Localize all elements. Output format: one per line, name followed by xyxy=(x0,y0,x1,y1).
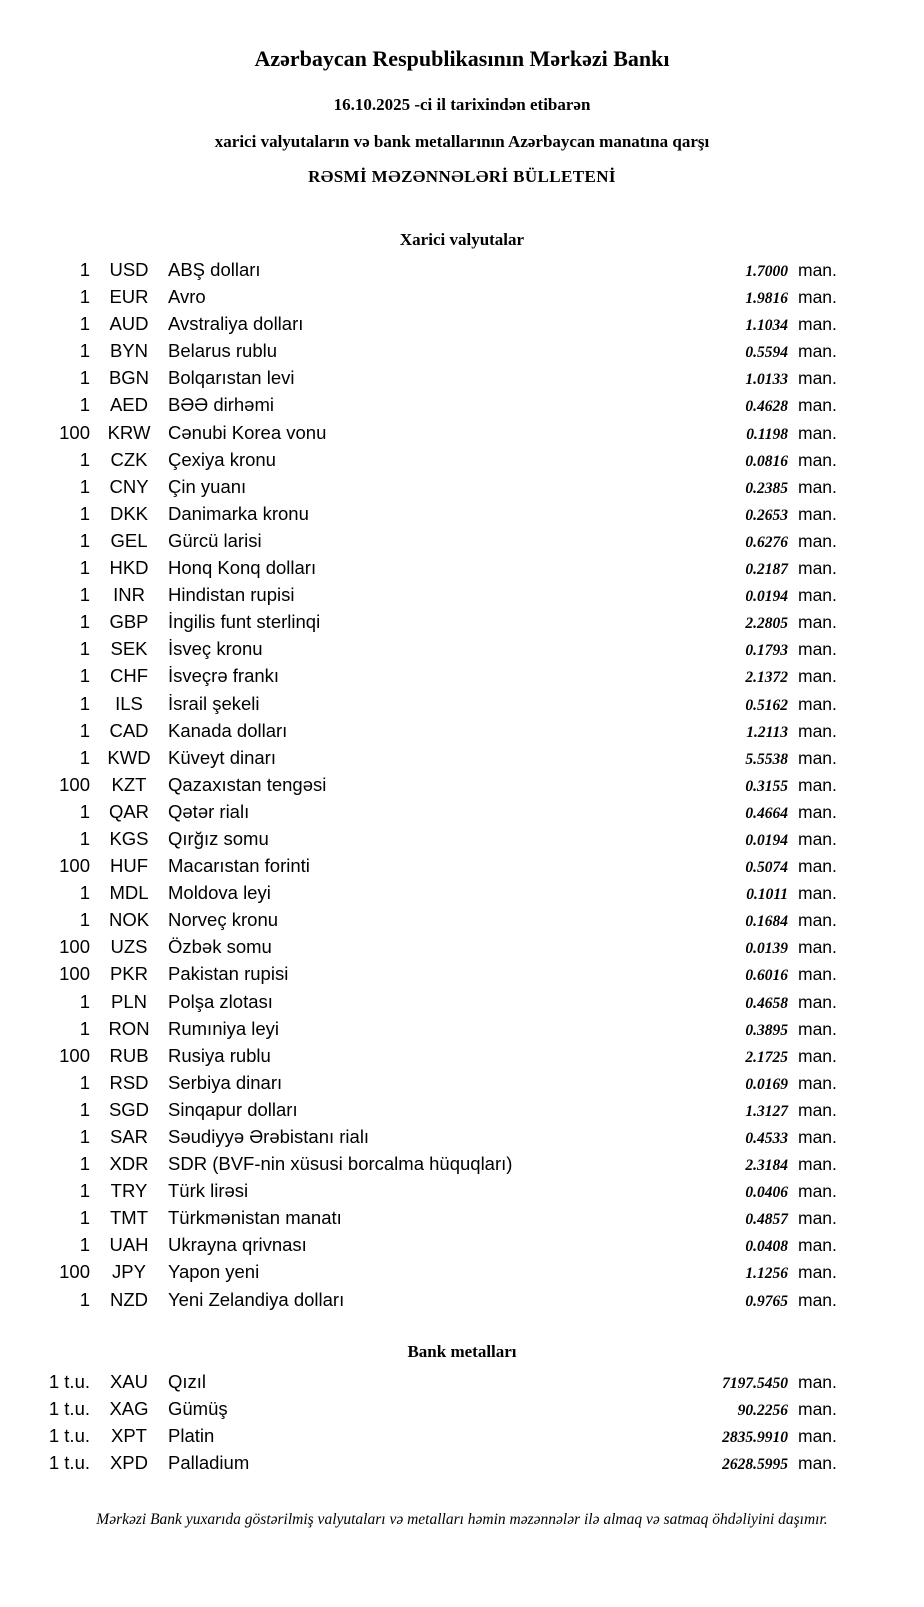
currency-row xyxy=(0,1180,924,1207)
rate-value: 0.0139 xyxy=(745,940,788,958)
currency-code: HKD xyxy=(109,557,149,579)
rate-value: 0.6276 xyxy=(745,533,788,551)
currency-code: BYN xyxy=(109,340,149,362)
currency-row xyxy=(0,340,924,367)
rate-unit: man. xyxy=(798,1181,837,1202)
rate-value: 0.4857 xyxy=(745,1211,788,1229)
quantity: 1 xyxy=(79,882,90,904)
metals-section-title: Bank metalları xyxy=(407,1341,517,1361)
rate-value: 1.9816 xyxy=(745,290,788,308)
currency-row xyxy=(0,855,924,882)
rate-unit: man. xyxy=(798,449,837,470)
rate-value: 1.3127 xyxy=(745,1102,788,1120)
quantity: 1 xyxy=(79,827,90,849)
currency-code: EUR xyxy=(109,286,149,308)
currency-name: ABŞ dolları xyxy=(168,259,261,280)
rate-value: 0.2653 xyxy=(745,506,788,524)
quantity: 100 xyxy=(59,963,90,985)
quantity: 1 xyxy=(79,990,90,1012)
quantity: 100 xyxy=(59,855,90,877)
rate-value: 0.0816 xyxy=(745,452,788,470)
currency-row xyxy=(0,774,924,801)
rate-value: 0.2385 xyxy=(745,479,788,497)
currency-name: İngilis funt sterlinqi xyxy=(168,611,321,633)
rate-unit: man. xyxy=(798,585,837,606)
currency-row xyxy=(0,1234,924,1261)
currency-code: ILS xyxy=(115,692,143,714)
currency-name: Çexiya kronu xyxy=(168,448,276,470)
currency-row xyxy=(0,1072,924,1099)
rate-value: 0.4533 xyxy=(745,1130,788,1147)
rate-unit: man. xyxy=(798,1208,837,1229)
rate-value: 1.0133 xyxy=(745,371,788,389)
currency-row xyxy=(0,1099,924,1126)
currency-code: TRY xyxy=(110,1180,148,1202)
quantity: 1 xyxy=(79,286,90,308)
rate-unit: man. xyxy=(798,341,837,362)
rate-value: 0.4658 xyxy=(745,994,788,1012)
currency-row xyxy=(0,1045,924,1072)
currency-name: Cənubi Korea vonu xyxy=(168,421,327,443)
rate-unit: man. xyxy=(798,1398,837,1419)
rate-value: 0.1793 xyxy=(745,642,788,660)
currency-row xyxy=(0,1207,924,1234)
rate-value: 1.7000 xyxy=(745,263,788,280)
rate-value: 2.1372 xyxy=(745,669,788,687)
quantity: 1 xyxy=(79,611,90,633)
currency-code: BGN xyxy=(108,367,150,389)
quantity: 1 xyxy=(79,529,90,551)
rate-unit: man. xyxy=(798,476,837,497)
currency-code: PLN xyxy=(111,990,147,1012)
rate-value: 2.1725 xyxy=(745,1048,788,1066)
currency-code: CHF xyxy=(109,665,149,687)
quantity: 1 xyxy=(79,259,90,280)
currency-code: INR xyxy=(113,584,145,606)
currency-name: Səudiyyə Ərəbistanı rialı xyxy=(168,1126,370,1147)
rate-unit: man. xyxy=(798,937,837,958)
currency-row xyxy=(0,530,924,557)
quantity: 100 xyxy=(59,1044,90,1066)
quantity: 1 xyxy=(79,1126,90,1147)
subject-line: xarici valyutaların və bank metallarının Azərbaycan manatına qarşı xyxy=(214,132,710,151)
currency-row xyxy=(0,936,924,963)
currency-code: NOK xyxy=(108,909,150,931)
currency-code: GEL xyxy=(110,529,148,551)
currency-name: Qazaxıstan tengəsi xyxy=(168,773,327,795)
rate-value: 0.5594 xyxy=(745,344,788,362)
currency-name: Gümüş xyxy=(168,1397,228,1419)
quantity: 1 xyxy=(79,1098,90,1120)
currency-row xyxy=(0,584,924,611)
currency-code: SAR xyxy=(109,1126,149,1147)
currency-name: Özbək somu xyxy=(168,936,272,958)
rate-unit: man. xyxy=(798,503,837,524)
currency-row xyxy=(0,665,924,692)
currency-code: KGS xyxy=(109,827,149,849)
currency-name: Yapon yeni xyxy=(168,1261,260,1283)
rate-value: 0.1198 xyxy=(746,425,788,443)
rate-unit: man. xyxy=(798,1018,837,1039)
currency-name: Sinqapur dolları xyxy=(168,1098,298,1120)
quantity: 1 xyxy=(79,448,90,470)
currencies-rows xyxy=(0,259,924,1316)
currencies-section-title: Xarici valyutalar xyxy=(399,230,525,249)
rate-unit: man. xyxy=(798,1235,837,1256)
rate-unit: man. xyxy=(798,1289,837,1310)
rate-unit: man. xyxy=(798,314,837,335)
currency-code: KWD xyxy=(107,746,151,768)
quantity: 1 xyxy=(79,692,90,714)
metals-rows xyxy=(0,1371,924,1479)
disclaimer-text: Mərkəzi Bank yuxarıda göstərilmiş valyutaları və metalları həmin məzənnələr ilə almaq və satmaq öhdəliyini daşımır. xyxy=(96,1511,828,1528)
currency-name: Macarıstan forinti xyxy=(168,855,310,877)
rate-value: 0.6016 xyxy=(745,967,788,985)
currency-row xyxy=(0,882,924,909)
currency-name: SDR (BVF-nin xüsusi borcalma hüquqları) xyxy=(168,1153,513,1175)
quantity: 100 xyxy=(59,936,90,958)
currency-row xyxy=(0,1018,924,1045)
rate-unit: man. xyxy=(798,1154,837,1175)
rate-unit: man. xyxy=(798,1425,837,1446)
currency-name: BƏƏ dirhəmi xyxy=(168,394,274,416)
currency-name: Yeni Zelandiya dolları xyxy=(168,1288,345,1310)
rate-value: 1.1034 xyxy=(745,317,788,335)
rate-value: 7197.5450 xyxy=(722,1374,788,1392)
metal-row xyxy=(0,1425,924,1452)
currency-name: Qırğız somu xyxy=(168,827,269,849)
currency-row xyxy=(0,422,924,449)
currency-code: UAH xyxy=(109,1234,149,1256)
currency-name: Avstraliya dolları xyxy=(168,313,304,335)
currency-row xyxy=(0,720,924,747)
rate-value: 0.0194 xyxy=(745,588,788,606)
currency-row xyxy=(0,259,924,286)
currency-name: Türkmənistan manatı xyxy=(168,1207,342,1229)
currency-code: XDR xyxy=(109,1153,149,1175)
currency-code: KZT xyxy=(111,773,147,795)
rate-value: 0.1011 xyxy=(746,886,788,904)
metal-row xyxy=(0,1371,924,1398)
currency-code: NZD xyxy=(109,1288,149,1310)
rate-unit: man. xyxy=(798,747,837,768)
currency-name: Platin xyxy=(168,1424,215,1446)
quantity: 1 t.u. xyxy=(48,1397,90,1419)
currency-row xyxy=(0,394,924,421)
quantity: 1 t.u. xyxy=(48,1451,90,1473)
currency-code: PKR xyxy=(109,963,149,985)
currency-code: USD xyxy=(109,259,149,280)
currency-row xyxy=(0,503,924,530)
currency-code: JPY xyxy=(112,1261,146,1283)
quantity: 100 xyxy=(59,773,90,795)
currency-name: İsveçrə frankı xyxy=(168,665,280,687)
rate-unit: man. xyxy=(798,422,837,443)
quantity: 1 xyxy=(79,1234,90,1256)
currency-row xyxy=(0,747,924,774)
rate-value: 0.0408 xyxy=(745,1238,788,1256)
currency-code: AUD xyxy=(109,313,149,335)
currency-code: KRW xyxy=(107,421,151,443)
rate-unit: man. xyxy=(798,774,837,795)
rate-value: 0.1684 xyxy=(745,913,788,931)
rate-value: 1.2113 xyxy=(746,723,788,741)
currency-name: Türk lirəsi xyxy=(168,1180,249,1202)
currency-name: Pakistan rupisi xyxy=(168,963,289,985)
bank-title: Azərbaycan Respublikasının Mərkəzi Bankı xyxy=(254,46,670,71)
quantity: 1 t.u. xyxy=(48,1424,90,1446)
rate-value: 0.3155 xyxy=(745,777,788,795)
currency-row xyxy=(0,1289,924,1316)
currency-code: AED xyxy=(109,394,149,416)
currency-name: Rumıniya leyi xyxy=(168,1017,280,1039)
quantity: 1 xyxy=(79,313,90,335)
currency-code: XAU xyxy=(109,1370,149,1392)
currency-name: Gürcü larisi xyxy=(168,529,262,551)
currency-code: XPD xyxy=(109,1451,149,1473)
currency-row xyxy=(0,449,924,476)
quantity: 1 xyxy=(79,638,90,660)
rate-unit: man. xyxy=(798,693,837,714)
currency-row xyxy=(0,611,924,638)
rate-value: 0.5074 xyxy=(745,859,788,877)
quantity: 1 xyxy=(79,475,90,497)
currency-row xyxy=(0,1126,924,1153)
rate-unit: man. xyxy=(798,666,837,687)
currency-row xyxy=(0,557,924,584)
quantity: 1 xyxy=(79,1288,90,1310)
rate-unit: man. xyxy=(798,964,837,985)
rate-unit: man. xyxy=(798,720,837,741)
currency-code: MDL xyxy=(109,882,149,904)
currency-code: XPT xyxy=(111,1424,147,1446)
currency-name: Kanada dolları xyxy=(168,719,288,741)
bulletin-header xyxy=(0,46,924,187)
currency-name: Hindistan rupisi xyxy=(168,584,295,606)
currency-row xyxy=(0,1153,924,1180)
currency-code: SGD xyxy=(108,1098,150,1120)
quantity: 1 xyxy=(79,746,90,768)
rate-value: 0.0406 xyxy=(745,1184,788,1202)
rate-unit: man. xyxy=(798,1127,837,1147)
quantity: 100 xyxy=(59,1261,90,1283)
currency-row xyxy=(0,286,924,313)
currency-code: TMT xyxy=(109,1207,148,1229)
currency-code: RUB xyxy=(109,1044,149,1066)
quantity: 1 t.u. xyxy=(48,1370,90,1392)
rate-value: 5.5538 xyxy=(745,750,788,768)
currency-name: Rusiya rublu xyxy=(168,1044,271,1066)
currency-name: Qızıl xyxy=(168,1370,207,1392)
rate-value: 1.1256 xyxy=(745,1265,788,1283)
quantity: 1 xyxy=(79,665,90,687)
effective-date-line: 16.10.2025 -ci il tarixindən etibarən xyxy=(333,95,591,114)
rate-value: 0.4664 xyxy=(745,804,788,822)
rate-value: 0.3895 xyxy=(745,1021,788,1039)
currency-row xyxy=(0,991,924,1018)
rate-unit: man. xyxy=(798,1072,837,1093)
quantity: 1 xyxy=(79,557,90,579)
metal-row xyxy=(0,1398,924,1425)
rate-unit: man. xyxy=(798,260,837,280)
quantity: 1 xyxy=(79,1207,90,1229)
currency-code: QAR xyxy=(108,800,150,822)
currency-row xyxy=(0,313,924,340)
rate-unit: man. xyxy=(798,991,837,1012)
rate-unit: man. xyxy=(798,530,837,551)
currency-name: Honq Konq dolları xyxy=(168,557,317,579)
currency-name: Moldova leyi xyxy=(168,882,271,904)
rate-value: 0.9765 xyxy=(745,1292,788,1310)
currency-code: CAD xyxy=(109,719,149,741)
rate-unit: man. xyxy=(798,395,837,416)
quantity: 1 xyxy=(79,367,90,389)
rate-value: 90.2256 xyxy=(737,1401,788,1419)
rate-unit: man. xyxy=(798,639,837,660)
currency-name: Norveç kronu xyxy=(168,909,279,931)
quantity: 1 xyxy=(79,909,90,931)
rate-value: 0.5162 xyxy=(745,696,788,714)
currency-name: Çin yuanı xyxy=(168,475,247,497)
quantity: 1 xyxy=(79,394,90,416)
rate-unit: man. xyxy=(798,1099,837,1120)
currency-code: UZS xyxy=(110,936,148,958)
rate-unit: man. xyxy=(798,368,837,389)
currency-code: CNY xyxy=(109,475,149,497)
rate-value: 0.0169 xyxy=(745,1075,788,1093)
currency-row xyxy=(0,909,924,936)
rate-value: 2835.9910 xyxy=(722,1428,788,1446)
currency-row xyxy=(0,963,924,990)
currency-name: Küveyt dinarı xyxy=(168,746,276,768)
metal-row xyxy=(0,1452,924,1479)
currency-code: XAG xyxy=(109,1397,149,1419)
currency-code: SEK xyxy=(110,638,148,660)
rate-unit: man. xyxy=(798,801,837,822)
currency-name: İsrail şekeli xyxy=(168,692,260,714)
quantity: 1 xyxy=(79,1153,90,1175)
rate-unit: man. xyxy=(798,828,837,849)
currency-name: Polşa zlotası xyxy=(168,990,273,1012)
currency-row xyxy=(0,828,924,855)
currency-code: DKK xyxy=(109,502,149,524)
bulletin-title: RƏSMİ MƏZƏNNƏLƏRİ BÜLLETENİ xyxy=(308,167,616,186)
quantity: 1 xyxy=(79,584,90,606)
rate-unit: man. xyxy=(798,1262,837,1283)
quantity: 1 xyxy=(79,1180,90,1202)
rate-unit: man. xyxy=(798,1045,837,1066)
rate-unit: man. xyxy=(798,910,837,931)
currency-name: Qətər rialı xyxy=(168,800,250,822)
currency-name: Danimarka kronu xyxy=(168,502,309,524)
currency-code: RSD xyxy=(109,1071,149,1093)
rate-unit: man. xyxy=(798,287,837,308)
rate-unit: man. xyxy=(798,1371,837,1392)
rate-unit: man. xyxy=(798,883,837,904)
rate-unit: man. xyxy=(798,856,837,877)
rate-unit: man. xyxy=(798,1452,837,1473)
currency-code: HUF xyxy=(109,855,149,877)
currency-code: RON xyxy=(108,1017,150,1039)
quantity: 1 xyxy=(79,800,90,822)
currency-name: Serbiya dinarı xyxy=(168,1071,283,1093)
currency-name: Belarus rublu xyxy=(168,340,278,362)
currency-row xyxy=(0,638,924,665)
currency-code: CZK xyxy=(110,448,148,470)
quantity: 1 xyxy=(79,719,90,741)
rate-value: 2.3184 xyxy=(745,1157,788,1175)
currency-name: Avro xyxy=(168,286,206,308)
currency-row xyxy=(0,693,924,720)
currency-code: GBP xyxy=(109,611,149,633)
currency-row xyxy=(0,476,924,503)
rate-unit: man. xyxy=(798,612,837,633)
quantity: 100 xyxy=(59,421,90,443)
rate-unit: man. xyxy=(798,558,837,579)
currency-row xyxy=(0,367,924,394)
currency-row xyxy=(0,1261,924,1288)
quantity: 1 xyxy=(79,1017,90,1039)
currency-name: Palladium xyxy=(168,1451,250,1473)
quantity: 1 xyxy=(79,340,90,362)
rate-value: 0.0194 xyxy=(745,831,788,849)
rate-value: 0.4628 xyxy=(745,398,788,416)
currency-name: İsveç kronu xyxy=(168,638,263,660)
currency-name: Ukrayna qrivnası xyxy=(168,1234,307,1256)
quantity: 1 xyxy=(79,1071,90,1093)
currency-row xyxy=(0,801,924,828)
rate-value: 2628.5995 xyxy=(722,1455,788,1473)
quantity: 1 xyxy=(79,502,90,524)
currency-name: Bolqarıstan levi xyxy=(168,367,295,389)
rate-value: 2.2805 xyxy=(745,615,788,633)
rate-value: 0.2187 xyxy=(745,561,788,579)
